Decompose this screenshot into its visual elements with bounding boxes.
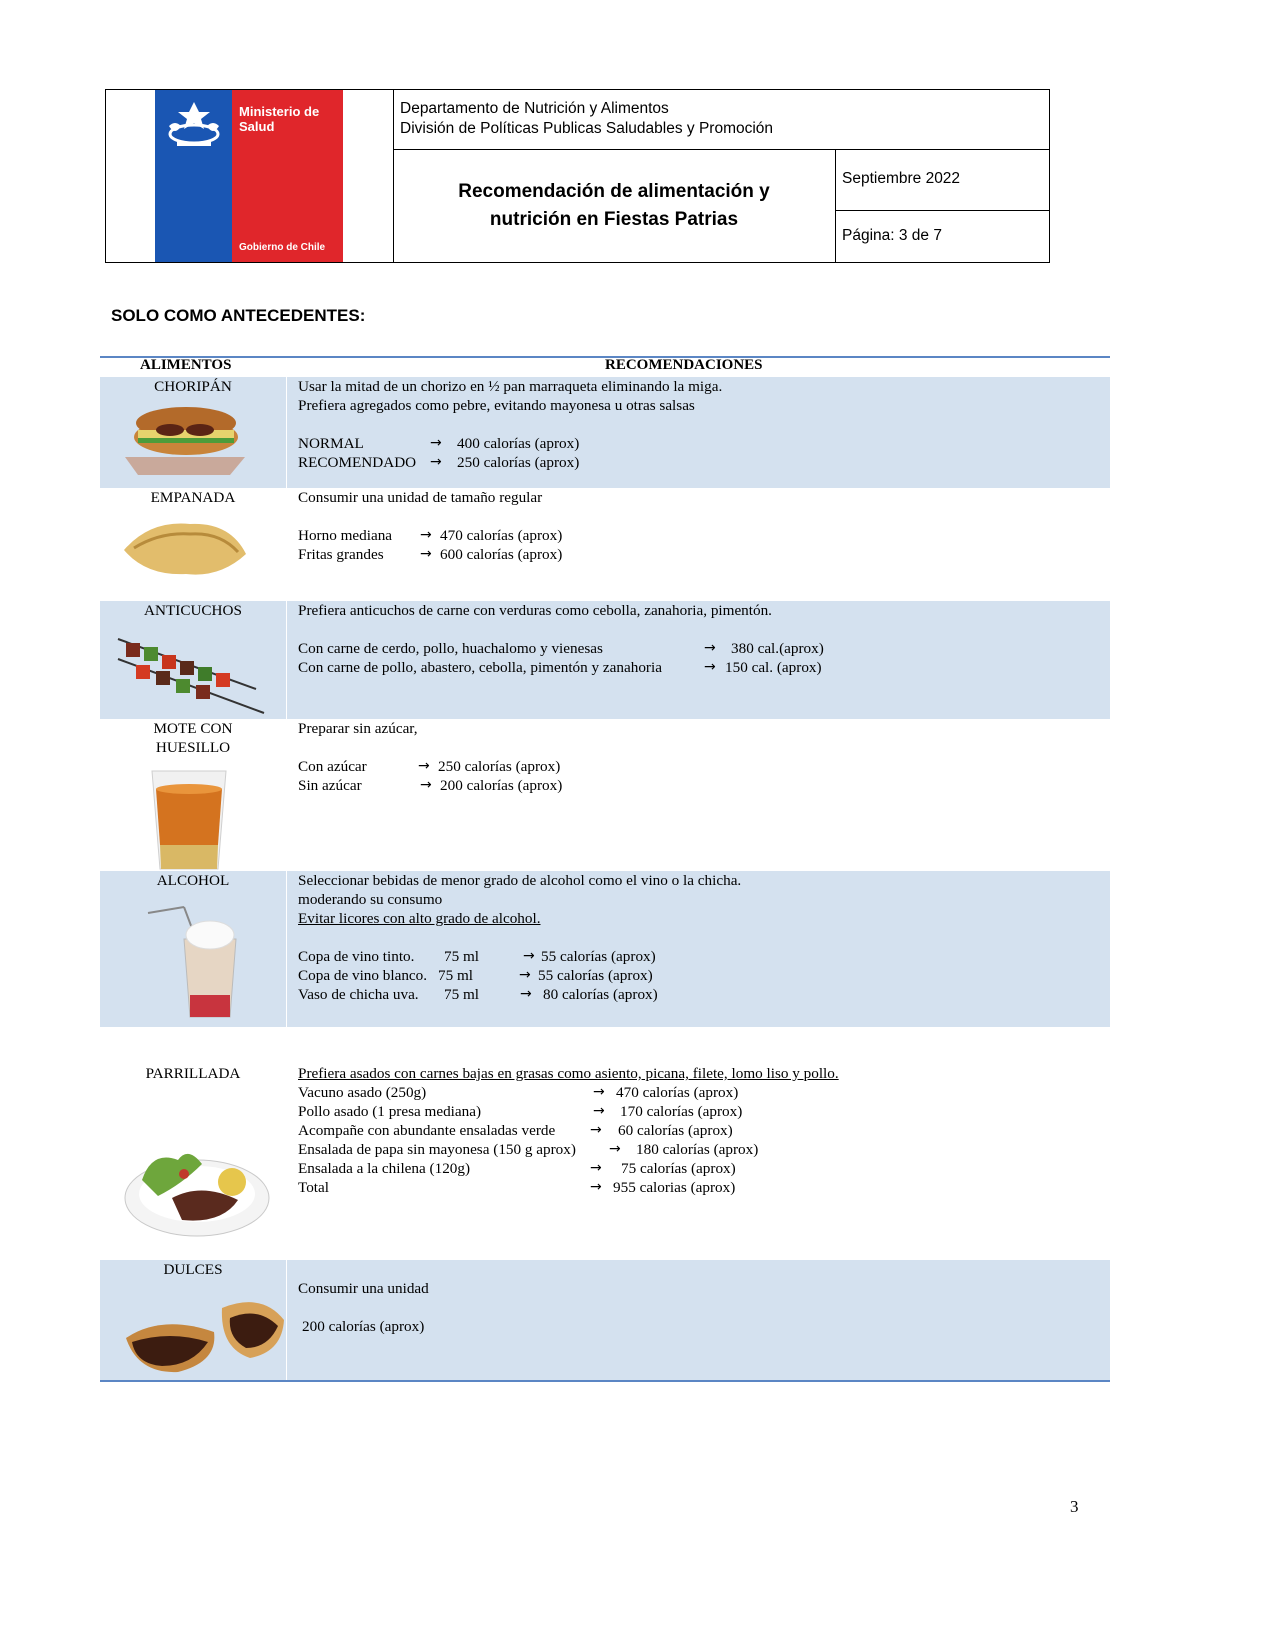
department-cell bbox=[393, 90, 1049, 150]
recommendation-cell: Seleccionar bebidas de menor grado de alcohol como el vino o la chicha. moderando su consumo Evitar licores con alto grado de alcohol. Copa de vino tinto. 75 ml → 55 calorías (aprox) Copa de vino blanco. 75 ml → 55 calorías (aprox) Vaso de chicha uva. 75 ml → 80 calorías (aprox) bbox=[298, 872, 742, 1003]
mote-con-huesillo-image bbox=[146, 765, 232, 871]
column-header-recommendations: RECOMENDACIONES bbox=[605, 357, 763, 373]
right-arrow-icon: → bbox=[523, 948, 535, 964]
right-arrow-icon: → bbox=[520, 986, 532, 1002]
column-header-foods: ALIMENTOS bbox=[140, 357, 232, 373]
logo-cell bbox=[106, 90, 394, 262]
recommendation-cell: Consumir una unidad de tamaño regular Horno mediana → 470 calorías (aprox) Fritas grandes → 600 calorías (aprox) bbox=[298, 489, 563, 563]
table-row-choripan bbox=[100, 377, 1110, 488]
right-arrow-icon: → bbox=[704, 659, 716, 675]
right-arrow-icon: → bbox=[590, 1160, 602, 1176]
right-arrow-icon: → bbox=[418, 758, 430, 774]
document-title: Recomendación de alimentación y nutrición en Fiestas Patrias bbox=[458, 181, 770, 230]
section-title: SOLO COMO ANTECEDENTES: bbox=[111, 306, 366, 325]
right-arrow-icon: → bbox=[590, 1122, 602, 1138]
right-arrow-icon: → bbox=[590, 1179, 602, 1195]
food-name: ALCOHOL bbox=[156, 872, 230, 889]
document-header bbox=[105, 89, 1050, 263]
right-arrow-icon: → bbox=[420, 777, 432, 793]
list-item: Vacuno asado (250g) → 470 calorías (aprox) bbox=[298, 1084, 739, 1101]
alcohol-drink-image bbox=[144, 905, 242, 1021]
dulces-image bbox=[122, 1286, 286, 1378]
right-arrow-icon: → bbox=[420, 546, 432, 562]
list-item: Pollo asado (1 presa mediana) → 170 calorías (aprox) bbox=[298, 1103, 743, 1120]
recommendation-cell: Preparar sin azúcar, Con azúcar → 250 calorías (aprox) Sin azúcar → 200 calorías (aprox) bbox=[298, 720, 563, 794]
right-arrow-icon: → bbox=[430, 435, 442, 451]
recommendation-cell: Usar la mitad de un chorizo en ½ pan marraqueta eliminando la miga. Prefiera agregados como pebre, evitando mayonesa u otras salsas NORMAL → 400 calorías (aprox) RECOMENDADO → 250 calorías (aprox) bbox=[298, 378, 723, 471]
logo-government-text: Gobierno de Chile bbox=[239, 242, 326, 253]
list-item: Ensalada de papa sin mayonesa (150 g aprox) → 180 calorías (aprox) bbox=[298, 1141, 759, 1158]
table-row-alcohol bbox=[100, 871, 1110, 1027]
page-number: 3 bbox=[1070, 1497, 1079, 1516]
food-name: EMPANADA bbox=[150, 489, 236, 506]
logo-ministry-text: Ministerio de Salud bbox=[239, 104, 320, 134]
right-arrow-icon: → bbox=[420, 527, 432, 543]
anticuchos-image bbox=[116, 629, 266, 715]
coat-of-arms-icon bbox=[163, 98, 225, 150]
division-name: División de Políticas Publicas Saludables y Promoción bbox=[400, 120, 774, 137]
table-row-dulces bbox=[100, 1260, 1110, 1380]
list-item: Ensalada a la chilena (120g) → 75 calorías (aprox) bbox=[298, 1160, 736, 1177]
list-item: Total → 955 calorias (aprox) bbox=[298, 1179, 736, 1196]
recommendation-cell: Prefiera anticuchos de carne con verduras como cebolla, zanahoria, pimentón. Con carne de cerdo, pollo, huachalomo y vienesas → 380 cal.(aprox) Con carne de pollo, abastero, cebolla, pimentón y zanahoria → 150 cal. (aprox) bbox=[298, 602, 824, 676]
right-arrow-icon: → bbox=[593, 1103, 605, 1119]
food-name: CHORIPÁN bbox=[154, 378, 232, 395]
right-arrow-icon: → bbox=[519, 967, 531, 983]
document-page-info: Página: 3 de 7 bbox=[842, 227, 942, 244]
department-name: Departamento de Nutrición y Alimentos bbox=[400, 100, 669, 117]
table-row-mote-con-huesillo bbox=[100, 719, 1110, 871]
food-name: PARRILLADA bbox=[145, 1065, 241, 1082]
table-row-empanada bbox=[100, 488, 1110, 601]
choripan-image bbox=[120, 397, 250, 477]
food-name: MOTE CON HUESILLO bbox=[153, 720, 233, 756]
right-arrow-icon: → bbox=[593, 1084, 605, 1100]
food-name: DULCES bbox=[163, 1261, 223, 1278]
title-cell bbox=[393, 150, 836, 262]
document-date: Septiembre 2022 bbox=[836, 150, 1049, 211]
list-item: Acompañe con abundante ensaladas verde → 60 calorías (aprox) bbox=[298, 1122, 733, 1139]
recommendation-cell: Consumir una unidad 200 calorías (aprox) bbox=[298, 1280, 429, 1335]
ministry-logo bbox=[155, 90, 343, 262]
food-name: ANTICUCHOS bbox=[144, 602, 242, 619]
empanada-image bbox=[120, 510, 252, 580]
table-row-parrillada bbox=[100, 1064, 1110, 1248]
right-arrow-icon: → bbox=[704, 640, 716, 656]
right-arrow-icon: → bbox=[430, 454, 442, 470]
parrillada-plate-image bbox=[122, 1134, 272, 1242]
right-arrow-icon: → bbox=[609, 1141, 621, 1157]
table-row-anticuchos bbox=[100, 601, 1110, 719]
table-bottom-rule bbox=[100, 1380, 1110, 1382]
recommendation-cell: Prefiera asados con carnes bajas en grasas como asiento, picana, filete, lomo liso y pollo. Vacuno asado (250g) → 470 calorías (aprox) Pollo asado (1 presa mediana) → 170 calorías (aprox) Acompañe con abundante ensaladas verde → 60 calorías (aprox) Ensalada de papa sin mayonesa (150 g aprox) → 180 calorías (aprox) Ensalada a la chilena (120g) → 75 calorías (aprox) Total → 955 calorias (aprox) bbox=[298, 1064, 1098, 1197]
